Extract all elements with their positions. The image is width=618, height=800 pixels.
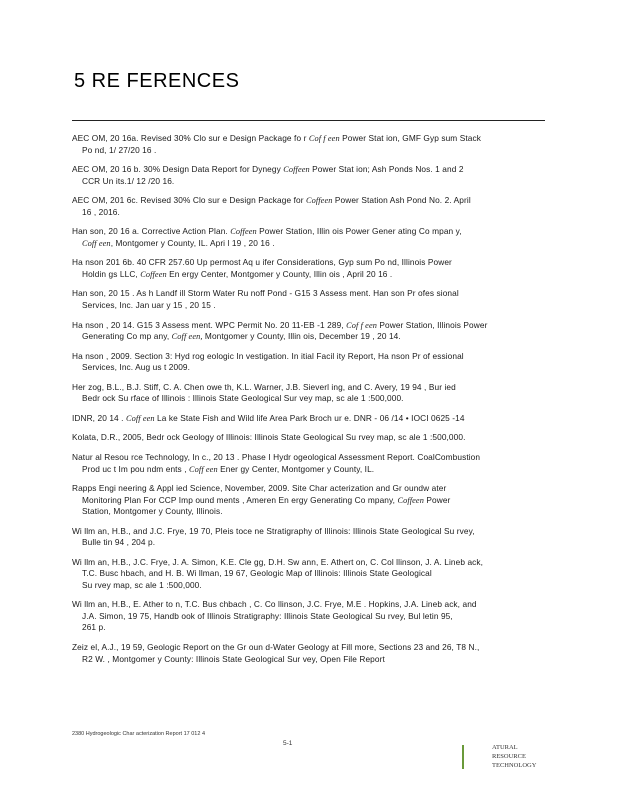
reference-text: Wi llm an, H.B., and J.C. Frye, 19 70, Pleis toce ne Stratigraphy of Illinois: Illinois State Geological Su rvey, [72,525,475,536]
reference-line [72,654,538,666]
logo-line-3: TECHNOLOGY [492,761,537,769]
reference-text: Prod uc t Im pou ndm ents , [82,463,190,474]
reference-line [72,257,538,269]
reference-entry [72,642,538,665]
reference-text: Po nd, 1/ 27/20 16 . [82,144,157,155]
reference-text: Montgomer y County, Illin ois, December 19 , 20 14. [202,331,401,342]
reference-line [72,432,538,444]
reference-entry [72,164,538,187]
reference-line [72,483,538,495]
reference-text: Monitoring Plan For CCP Imp ound ments , Ameren En ergy Generating Co mpany, [82,494,398,505]
reference-line [72,557,538,569]
reference-entry [72,413,538,425]
reference-text: 261 p. [82,622,106,633]
reference-line [72,580,538,592]
reference-text: Power Stat ion, GMF Gyp sum Stack [339,133,481,143]
reference-line [72,145,538,157]
reference-line [72,195,538,207]
reference-text: IDNR, 20 14 . [72,412,126,423]
reference-text: Wi llm an, H.B., J.C. Frye, J. A. Simon, K.E. Cle gg, D.H. Sw ann, E. Athert on, C. Col llinson, J. A. Lineb ack, [72,556,484,567]
reference-entry [72,483,538,518]
reference-line [72,526,538,538]
reference-entry [72,226,538,249]
reference-italic-text: Coff een [125,413,155,423]
reference-italic-text: Coffeen [397,495,424,505]
reference-text: Kolata, D.R., 2005, Bedr ock Geology of Illinois: Illinois State Geological Su rvey map, sc ale 1 :500,000. [72,432,466,443]
reference-text: Her zog, B.L., B.J. Stiff, C. A. Chen owe th, K.L. Warner, J.B. Sieverl ing, and C. Avery, 19 94 , Bur ied [72,381,456,392]
reference-italic-text: Coffeen [305,196,333,206]
company-logo [462,744,544,772]
reference-text: Rapps Engi neering & Appl ied Science, November, 2009. Site Char acterization and Gr oundw ater [72,483,447,494]
references-list [72,133,538,673]
reference-text: Ha nson 201 6b. 40 CFR 257.60 Up permost Aq u ifer Considerations, Gyp sum Po nd, Illinois Power [72,257,452,268]
reference-line [72,288,538,300]
reference-text: Power Station, Illin ois Power Gener ating Co mpan y, [256,226,462,237]
reference-text: J.A. Simon, 19 75, Handb ook of Illinois Stratigraphy: Illinois State Geological Su rvey, Bul letin 95, [82,610,453,621]
reference-text: Han son, 20 16 a. Corrective Action Plan. [72,226,231,237]
reference-line [72,133,538,145]
logo-line-1: ATURAL [492,744,518,751]
reference-line [72,176,538,188]
reference-entry [72,382,538,405]
reference-text: CCR Un its.1/ 12 /20 16. [82,175,175,186]
reference-line [72,382,538,394]
reference-entry [72,599,538,634]
reference-text: Ha nson , 20 14. G15 3 Assess ment. WPC Permit No. 20 11-EB -1 289, [72,319,347,330]
heading-divider [72,120,545,121]
reference-line [72,238,538,250]
reference-text: Station, Montgomer y County, Illinois. [82,506,223,517]
reference-line [72,506,538,518]
reference-line [72,413,538,425]
reference-italic-text: Cof f een [308,134,340,143]
reference-text: 16 , 2016. [82,206,120,217]
reference-text: La ke State Fish and Wild life Area Park Broch ur e. DNR - 06 /14 • IOCI 0625 -14 [154,412,465,423]
reference-line [72,269,538,281]
reference-line [72,599,538,611]
reference-line [72,226,538,238]
reference-line [72,537,538,549]
reference-line [72,452,538,464]
reference-italic-text: Coff een, [171,332,203,342]
reference-entry [72,288,538,311]
reference-line [72,611,538,623]
logo-line-2: RESOURCE [492,752,526,760]
reference-text: Su rvey map, sc ale 1 :500,000. [82,579,202,590]
reference-text: Power Stat ion; Ash Ponds Nos. 1 and 2 [309,164,464,175]
reference-text: Bedr ock Su rface of Illinois : Illinois State Geological Sur vey map, sc ale 1 :500,000. [82,393,404,404]
reference-text: Power [423,494,451,505]
reference-text: Wi llm an, H.B., E. Ather to n, T.C. Bus chbach , C. Co llinson, J.C. Frye, M.E . Hopkins, J.A. Lineb ack, and [72,599,477,610]
page-number: 5-1 [283,740,293,747]
reference-text: Han son, 20 15 . As h Landf ill Storm Water Ru noff Pond - G15 3 Assess ment. Han son Pr ofes sional [72,288,459,299]
reference-line [72,362,538,374]
reference-text: , Montgomer y County, IL. Apri l 19 , 20 16 . [110,237,275,248]
reference-line [72,568,538,580]
reference-entry [72,526,538,549]
footer-document-title: 2380 Hydrogeologic Char acterization Report 17 012 4 [72,731,205,737]
reference-entry [72,320,538,343]
reference-text: Zeiz el, A.J., 19 59, Geologic Report on the Gr oun d-Water Geology at Fill more, Sections 23 and 26, T8 N., [72,642,480,652]
reference-entry [72,432,538,444]
reference-text: Services, Inc. Aug us t 2009. [82,362,191,373]
reference-text: Natur al Resou rce Technology, In c., 20 13 . Phase I Hydr ogeological Assessment Report. CoalCombustion [72,452,481,463]
reference-italic-text: Cof f een [346,320,377,330]
reference-line [72,351,538,363]
reference-line [72,464,538,476]
reference-text: R2 W. , Montgomer y County: Illinois State Geological Sur vey, Open File Report [82,653,385,664]
reference-line [72,331,538,343]
reference-text: Ha nson , 2009. Section 3: Hyd rog eologic In vestigation. In itial Facil ity Report, Ha nson Pr of essional [72,350,464,361]
reference-line [72,393,538,405]
reference-italic-text: Coff een [189,464,218,474]
reference-line [72,642,538,654]
reference-line [72,300,538,312]
reference-line [72,495,538,507]
reference-text: AEC OM, 201 6c. Revised 30% Clo sur e Design Package for [72,195,306,206]
reference-text: Generating Co mp any, [82,331,172,342]
reference-entry [72,257,538,280]
reference-entry [72,195,538,218]
reference-text: Power Station Ash Pond No. 2. April [332,195,471,206]
reference-line [72,622,538,634]
reference-text: Power Station, Illinois Power [376,319,488,330]
reference-text: T.C. Busc hbach, and H. B. Wi llman, 19 67, Geologic Map of Illinois: Illinois State Geological [82,568,432,579]
reference-entry [72,133,538,156]
reference-entry [72,452,538,475]
reference-text: Services, Inc. Jan uar y 15 , 20 15 . [82,299,216,310]
reference-italic-text: Coffeen [140,269,167,279]
logo-mark-icon [462,745,468,769]
reference-text: Ener gy Center, Montgomer y County, IL. [217,463,375,474]
reference-entry [72,351,538,374]
reference-entry [72,557,538,592]
reference-line [72,164,538,176]
reference-line [72,320,538,332]
reference-line [72,207,538,219]
reference-text: AEC OM, 20 16a. Revised 30% Clo sur e Design Package fo r [72,133,309,143]
section-heading: 5 RE FERENCES [74,70,240,92]
reference-italic-text: Coff een [82,238,111,248]
reference-text: Holdin gs LLC, [82,268,141,279]
reference-italic-text: Coffeen [283,165,310,175]
reference-text: En ergy Center, Montgomer y County, Illin ois , April 20 16 . [166,268,393,279]
reference-text: Bulle tin 94 , 204 p. [82,537,156,548]
reference-italic-text: Coffeen [230,227,257,237]
reference-text: AEC OM, 20 16 b. 30% Design Data Report for Dynegy [72,164,284,175]
